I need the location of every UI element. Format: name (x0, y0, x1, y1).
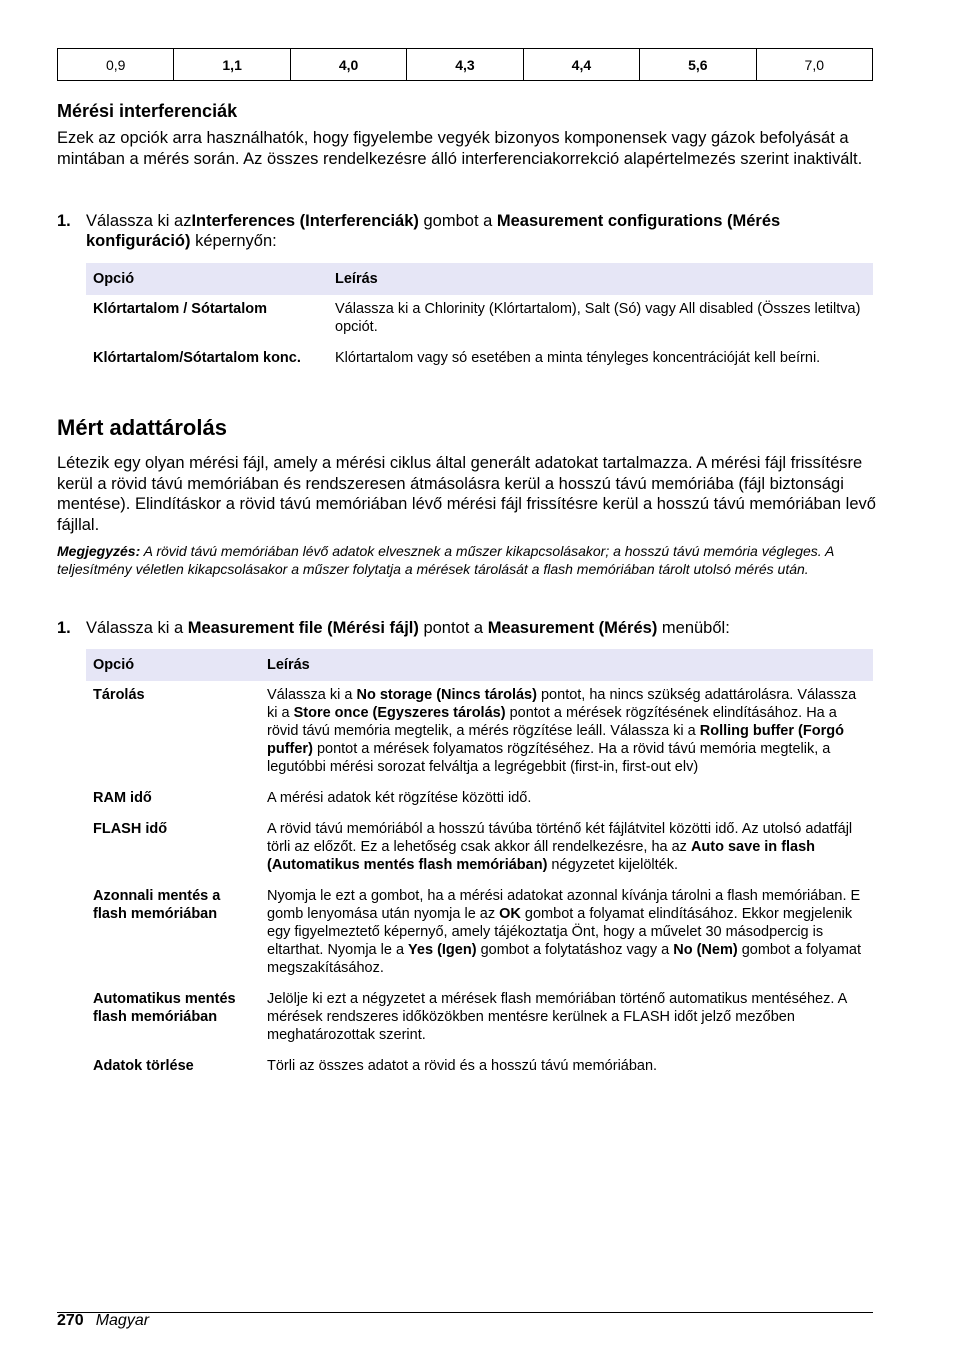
table-row (86, 815, 873, 882)
step-text (86, 211, 873, 251)
table-cell: 0,9 (58, 49, 174, 81)
value-row-table (57, 48, 873, 81)
desc-part: pontot a mérések folyamatos rögzítéséhez. Ha a rövid távú memória megtelik, a legutóbbi mérési sorozat felváltja a legrégebbit (first-in, first-out elv) (267, 741, 831, 775)
column-header: Leírás (328, 263, 873, 295)
desc-part: gombot a folyamat elindításához. Ekkor megjelenik egy figyelmeztető képernyő, amely tájékoztatja Önt, hogy a művelet 30 másodpercig is eltarthat. Nyomja le a (267, 906, 853, 958)
table-row (86, 1052, 873, 1083)
step-text-bold: Measurement (Mérés) (487, 619, 658, 637)
desc-part: Válassza ki a (267, 687, 357, 703)
desc-bold: Auto save in flash (Automatikus mentés flash memóriában) (267, 839, 816, 873)
desc-bold: No (Nem) (673, 942, 738, 958)
step-text-part: Válassza ki a (86, 619, 188, 637)
desc-part: gombot a folyamat megszakításához. (267, 942, 861, 976)
table-row (58, 49, 873, 81)
option-name: Azonnali mentés a flash memóriában (93, 888, 221, 922)
option-description: Klórtartalom vagy só esetében a minta tényleges koncentrációját kell beírni. (335, 350, 821, 366)
page-number: 270 (57, 1312, 84, 1329)
step-number: 1. (57, 619, 71, 637)
footer-divider (57, 1312, 873, 1313)
table-cell: 4,4 (523, 49, 639, 81)
option-name: FLASH idő (93, 821, 168, 837)
desc-bold: Rolling buffer (Forgó puffer) (267, 723, 844, 757)
note (57, 542, 877, 578)
option-name: Tárolás (93, 687, 145, 703)
table-cell: 4,0 (290, 49, 406, 81)
step-number: 1. (57, 212, 71, 230)
options-table-storage (86, 649, 873, 1083)
step-text-part: menüből: (657, 619, 730, 637)
page-footer (57, 1312, 149, 1330)
section-paragraph: Ezek az opciók arra használhatók, hogy figyelembe vegyék bizonyos komponensek vagy gázok befolyását a mintában a mérés során. Az összes rendelkezésre álló interferenciakorrekció alapértelmezés szerint inaktivált. (57, 129, 863, 168)
option-description: A mérési adatok két rögzítése közötti idő. (267, 790, 532, 806)
column-header: Opció (86, 263, 328, 295)
note-label: Megjegyzés: (57, 543, 141, 559)
step-item (57, 211, 873, 251)
option-description (260, 882, 873, 985)
option-description: Jelölje ki ezt a négyzetet a mérések flash memóriában történő automatikus mentéséhez. A mérések rendszeres időközökben mentésre kerülnek a FLASH időt jelző mezőben meghatározottak szerint. (267, 991, 847, 1043)
section-title: Mért adattárolás (57, 415, 227, 440)
table-cell: 7,0 (756, 49, 872, 81)
desc-bold: Yes (Igen) (408, 942, 477, 958)
step-text-part: képernyőn: (190, 232, 277, 250)
desc-part: A rövid távú memóriából a hosszú távúba történő két fájlátvitel közötti idő. Az utolsó adatfájl törli az előzőt. Ez a lehetőség csak akkor áll rendelkezésre, ha az (267, 821, 853, 855)
step-text-part: pontot a (418, 619, 488, 637)
option-description: Válassza ki a Chlorinity (Klórtartalom), Salt (Só) vagy All disabled (Összes letiltva) opciót. (335, 301, 861, 335)
step-text-bold: Interferences (Interferenciák) (191, 212, 419, 230)
table-row (86, 784, 873, 815)
footer-language: Magyar (95, 1312, 150, 1329)
desc-part: pontot a mérések rögzítésének elindításához. Ha a rövid távú memória megtelik, a mérés rögzítése leáll. Válassza ki a (267, 705, 837, 739)
table-header-row (86, 649, 873, 681)
table-header-row (86, 263, 873, 295)
desc-bold: OK (499, 906, 521, 922)
desc-bold: Store once (Egyszeres tárolás) (293, 705, 506, 721)
table-cell: 5,6 (640, 49, 756, 81)
table-row (86, 295, 873, 344)
desc-part: négyzetet kijelölték. (547, 857, 678, 873)
table-cell: 1,1 (174, 49, 290, 81)
desc-part: pontot, ha nincs szükség adattárolásra. Válassza ki a (267, 687, 857, 721)
table-cell: 4,3 (407, 49, 523, 81)
table-row (86, 344, 873, 375)
column-header: Opció (86, 649, 260, 681)
table-row (86, 681, 873, 784)
option-name: Automatikus mentés flash memóriában (93, 991, 236, 1025)
step-text-bold: Measurement configurations (Mérés konfiguráció) (86, 212, 781, 250)
step-text (86, 618, 873, 638)
note-text: A rövid távú memóriában lévő adatok elvesznek a műszer kikapcsolásakor; a hosszú távú memória végleges. A teljesítmény véletlen kikapcsolásakor a műszer folytatja a mérések tárolását a flash memóriában tárolt utolsó mérés után. (57, 543, 834, 577)
desc-bold: No storage (Nincs tárolás) (356, 687, 537, 703)
option-name: Adatok törlése (93, 1058, 194, 1074)
options-table-interference (86, 263, 873, 375)
option-description (260, 815, 873, 882)
section-paragraph: Létezik egy olyan mérési fájl, amely a mérési ciklus által generált adatokat tartalmazza. A mérési fájl frissítésre kerül a rövid távú memóriában és rendszeresen átmásolásra kerül a hosszú távú memóriába (fájl biztonsági mentése). Elindításkor a rövid távú memóriában lévő mérési fájl frissítésre kerül a hosszú távú memóriában levő fájllal. (57, 454, 876, 534)
table-row (86, 882, 873, 985)
column-header: Leírás (260, 649, 873, 681)
option-description (260, 681, 873, 784)
step-text-part: gombot a (418, 212, 497, 230)
option-name: Klórtartalom / Sótartalom (93, 301, 268, 317)
step-item (57, 618, 873, 638)
option-name: RAM idő (93, 790, 152, 806)
step-text-part: Válassza ki az (86, 212, 192, 230)
desc-part: Nyomja le ezt a gombot, ha a mérési adatokat azonnal kívánja tárolni a flash memóriában. E gomb lenyomása után nyomja le az (267, 888, 861, 922)
desc-part: gombot a folytatáshoz vagy a (476, 942, 674, 958)
section-heading: Mérési interferenciák (57, 101, 238, 121)
table-row (86, 985, 873, 1052)
option-description: Törli az összes adatot a rövid és a hosszú távú memóriában. (267, 1058, 658, 1074)
step-text-bold: Measurement file (Mérési fájl) (187, 619, 419, 637)
option-name: Klórtartalom/Sótartalom konc. (93, 350, 301, 366)
